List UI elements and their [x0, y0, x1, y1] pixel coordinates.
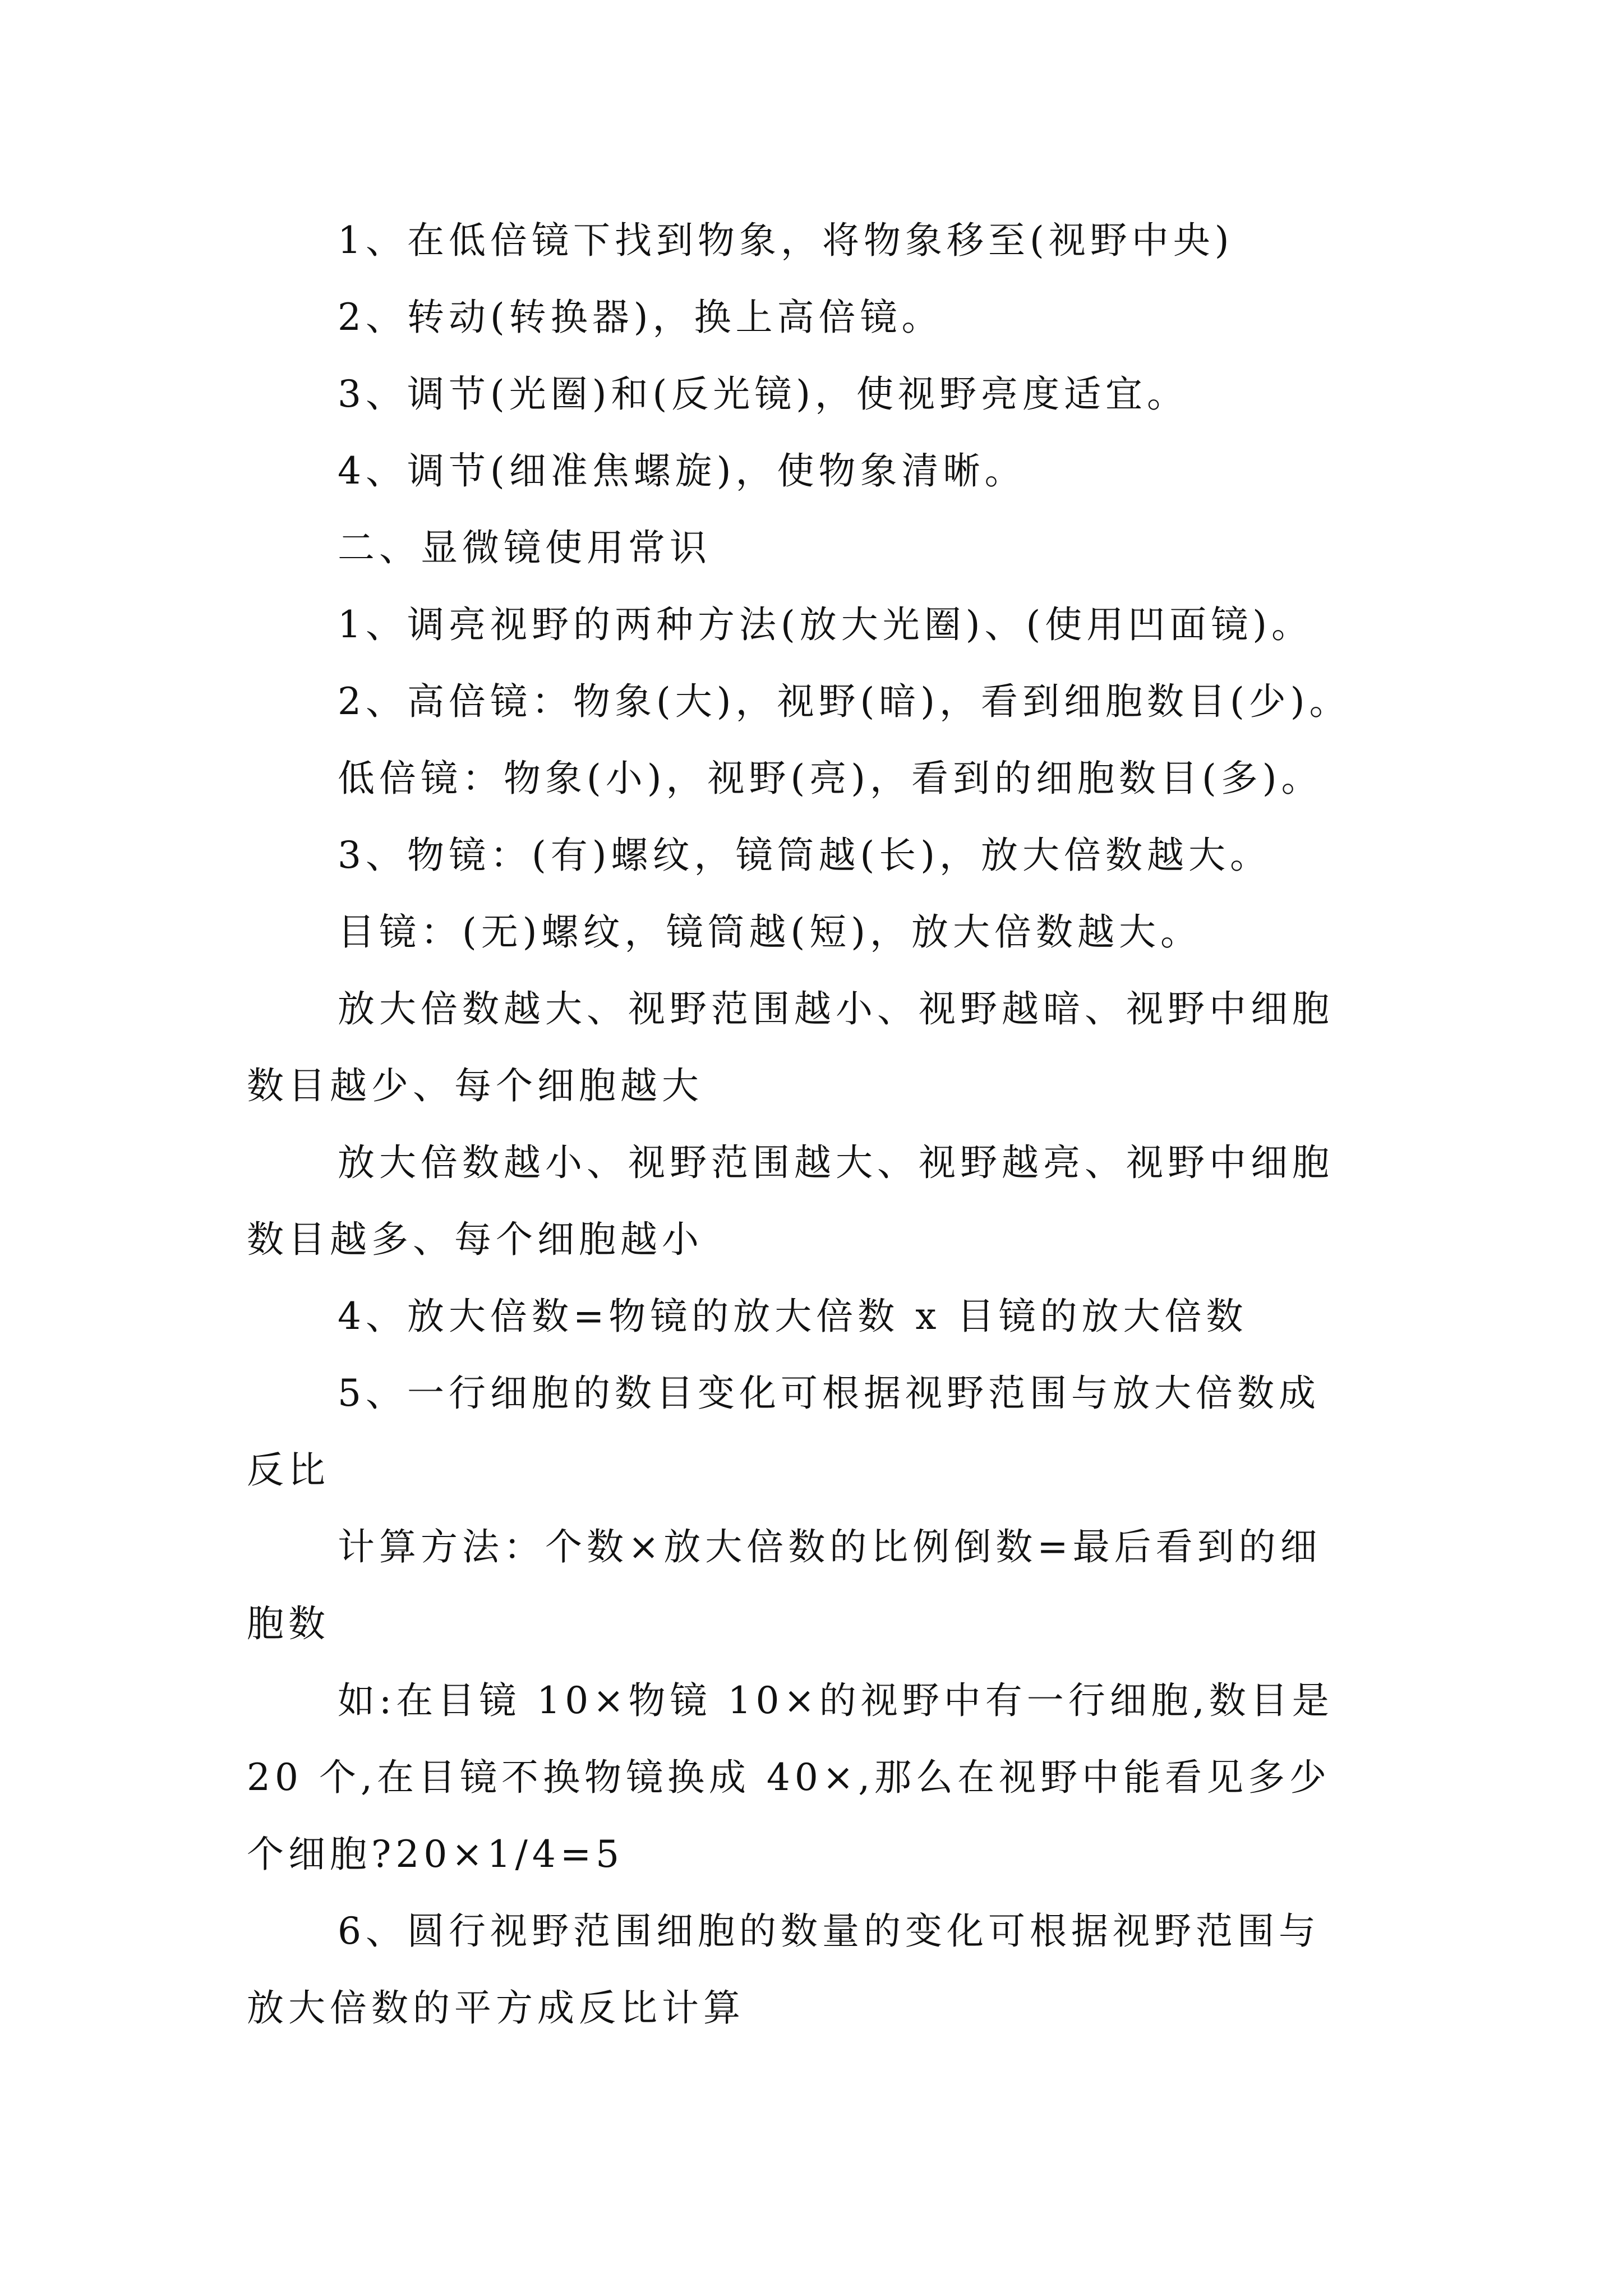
text-line: 3、调节(光圈)和(反光镜)，使视野亮度适宜。 [338, 372, 1188, 416]
text-line: 6、圆行视野范围细胞的数量的变化可根据视野范围与 [338, 1910, 1320, 1953]
text-line: 计算方法：个数×放大倍数的比例倒数=最后看到的细 [338, 1525, 1322, 1568]
text-line: 4、调节(细准焦螺旋)，使物象清晰。 [338, 449, 1026, 493]
document-body [247, 202, 1391, 2046]
text-line: 20 个,在目镜不换物镜换成 40×,那么在视野中能看见多少 [247, 1756, 1331, 1799]
text-line: 目镜：(无)螺纹，镜筒越(短)，放大倍数越大。 [338, 910, 1202, 954]
text-line: 1、在低倍镜下找到物象，将物象移至(视野中央) [338, 219, 1234, 262]
text-line: 低倍镜：物象(小)，视野(亮)，看到的细胞数目(多)。 [338, 757, 1323, 800]
text-line: 数目越多、每个细胞越小 [247, 1218, 703, 1261]
text-line: 2、高倍镜：物象(大)，视野(暗)，看到细胞数目(少)。 [338, 680, 1351, 723]
text-line: 2、转动(转换器)，换上高倍镜。 [338, 296, 943, 339]
text-line: 反比 [247, 1448, 330, 1492]
text-line: 个细胞?20×1/4=5 [247, 1833, 624, 1876]
text-line: 1、调亮视野的两种方法(放大光圈)、(使用凹面镜)。 [338, 603, 1313, 646]
text-line: 如:在目镜 10×物镜 10×的视野中有一行细胞,数目是 [338, 1679, 1334, 1722]
text-line: 胞数 [247, 1602, 330, 1645]
text-line: 数目越少、每个细胞越大 [247, 1064, 703, 1107]
text-line: 4、放大倍数=物镜的放大倍数 x 目镜的放大倍数 [338, 1295, 1248, 1338]
text-line: 放大倍数越大、视野范围越小、视野越暗、视野中细胞 [338, 987, 1334, 1030]
text-line: 放大倍数的平方成反比计算 [247, 1986, 745, 2030]
section-heading: 二、显微镜使用常识 [338, 526, 711, 569]
text-line: 放大倍数越小、视野范围越大、视野越亮、视野中细胞 [338, 1141, 1334, 1184]
text-line: 3、物镜：(有)螺纹，镜筒越(长)，放大倍数越大。 [338, 834, 1271, 877]
text-line: 5、一行细胞的数目变化可根据视野范围与放大倍数成 [338, 1372, 1320, 1415]
